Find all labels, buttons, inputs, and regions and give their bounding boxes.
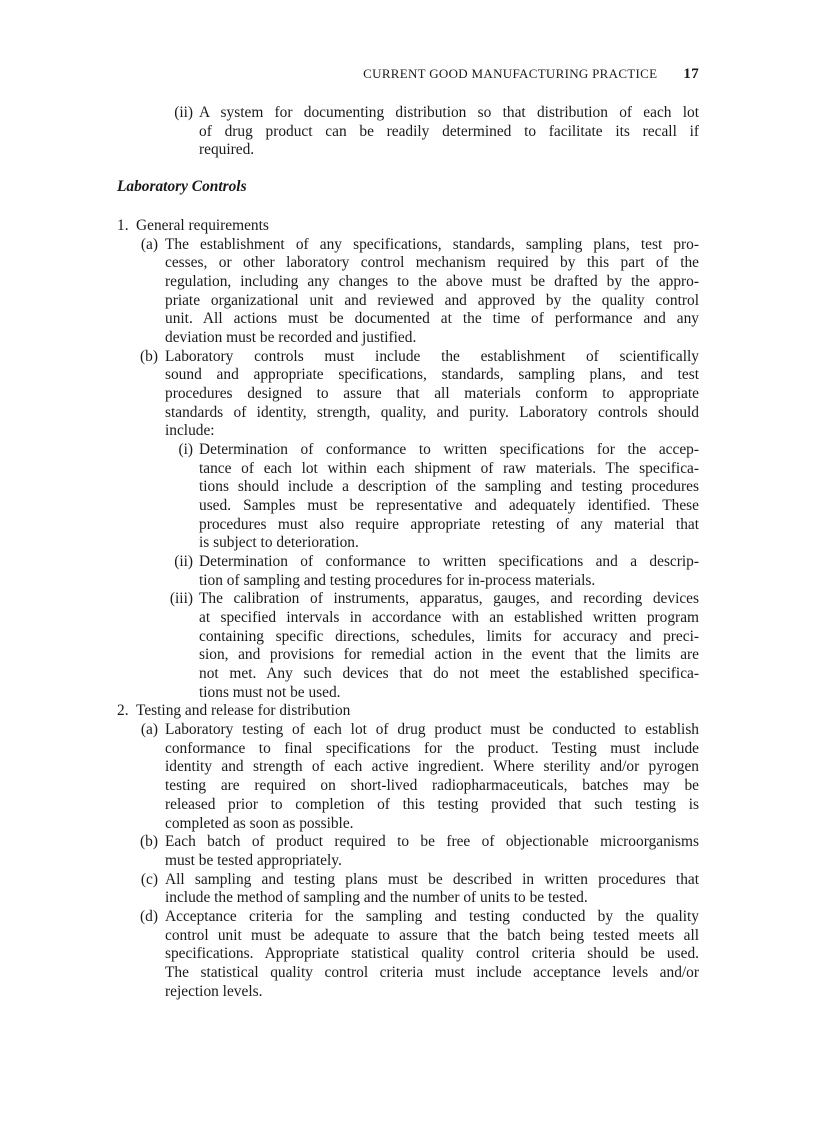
text-line: The calibration of instruments, apparatus, gauges, and recording devices: [199, 590, 699, 608]
text-line: Determination of conformance to written specifications for the accep-: [199, 441, 699, 459]
text-line: priate organizational unit and reviewed and approved by the quality control: [165, 291, 699, 309]
text-line: sion, and provisions for remedial action in the event that the limits are: [199, 646, 699, 664]
item-text: [165, 348, 699, 441]
list-marker: 2.: [117, 702, 129, 720]
section-heading: Laboratory Controls: [117, 178, 247, 195]
text-line: include the method of sampling and the number of units to be tested.: [165, 889, 588, 907]
text-line: Each batch of product required to be free of objectionable microorganisms: [165, 833, 699, 851]
text-line: identity and strength of each active ingredient. Where sterility and/or pyrogen: [165, 758, 699, 776]
running-header: [0, 66, 699, 83]
text-line: Acceptance criteria for the sampling and testing conducted by the quality: [165, 907, 699, 925]
list-marker: (i): [178, 441, 193, 459]
list-item: [0, 702, 816, 721]
text-line: include:: [165, 422, 215, 440]
text-line: sound and appropriate specifications, standards, sampling plans, and test: [165, 366, 699, 384]
text-line: Testing and release for distribution: [136, 702, 351, 720]
list-marker: (a): [140, 235, 158, 253]
list-marker: (ii): [174, 553, 193, 571]
text-line: standards of identity, strength, quality, and purity. Laboratory controls should: [165, 403, 699, 421]
item-text: [199, 553, 699, 590]
list-item: [0, 590, 816, 702]
item-text: [136, 217, 699, 236]
list-item: [0, 553, 816, 590]
item-text: [136, 702, 699, 721]
list-marker: (ii): [174, 104, 193, 121]
text-line: A system for documenting distribution so that distribution of each lot: [199, 104, 699, 121]
item-text: [199, 590, 699, 702]
intro-list-item: [0, 104, 816, 160]
list-marker: (c): [140, 870, 158, 888]
text-line: completed as soon as possible.: [165, 814, 354, 832]
list-item: [0, 348, 816, 441]
text-line: General requirements: [136, 217, 269, 234]
item-text: [165, 908, 699, 1001]
text-line: Laboratory controls must include the establishment of scientifically: [165, 347, 699, 365]
text-line: released prior to completion of this testing provided that such testing is: [165, 795, 699, 813]
item-text: [199, 104, 699, 160]
text-line: at specified intervals in accordance with an established written program: [199, 609, 699, 627]
text-line: containing specific directions, schedules, limits for accuracy and preci-: [199, 627, 699, 645]
item-text: [165, 871, 699, 908]
text-line: regulation, including any changes to the above must be drafted by the appro-: [165, 273, 699, 291]
text-line: conformance to final specifications for the product. Testing must include: [165, 739, 699, 757]
list-marker: (d): [140, 907, 158, 925]
list-item: [0, 104, 816, 160]
list-item: [0, 871, 816, 908]
list-marker: 1.: [117, 217, 129, 234]
list-item: [0, 908, 816, 1001]
text-line: The establishment of any specifications, standards, sampling plans, test pro-: [165, 235, 699, 253]
page-number: 17: [683, 66, 699, 82]
text-line: tions must not be used.: [199, 683, 341, 701]
running-title: CURRENT GOOD MANUFACTURING PRACTICE: [363, 66, 658, 81]
text-line: deviation must be recorded and justified.: [165, 329, 417, 347]
list-marker: (a): [140, 721, 158, 739]
text-line: cesses, or other laboratory control mechanism required by this part of the: [165, 254, 699, 272]
item-text: [199, 441, 699, 553]
text-line: required.: [199, 141, 255, 159]
item-text: [165, 236, 699, 348]
text-line: specifications. Appropriate statistical quality control criteria should be used.: [165, 945, 699, 963]
text-line: Determination of conformance to written specifications and a descrip-: [199, 553, 699, 571]
list-marker: (iii): [169, 590, 193, 608]
text-line: of drug product can be readily determined to facilitate its recall if: [199, 122, 699, 140]
item-text: [165, 721, 699, 833]
list-item: [0, 833, 816, 870]
text-line: procedures must also require appropriate retesting of any material that: [199, 515, 699, 533]
text-line: All sampling and testing plans must be described in written procedures that: [165, 870, 699, 888]
text-line: must be tested appropriately.: [165, 851, 342, 869]
text-line: unit. All actions must be documented at the time of performance and any: [165, 310, 699, 328]
list-marker: (b): [140, 347, 158, 365]
list-item: [0, 217, 816, 236]
text-line: used. Samples must be representative and adequately identified. These: [199, 497, 699, 515]
text-line: procedures designed to assure that all materials conform to appropriate: [165, 385, 699, 403]
item-text: [165, 833, 699, 870]
requirements-list: [0, 217, 816, 1001]
list-item: [0, 721, 816, 833]
text-line: Laboratory testing of each lot of drug product must be conducted to establish: [165, 721, 699, 739]
text-line: control unit must be adequate to assure that the batch being tested meets all: [165, 926, 699, 944]
text-line: tance of each lot within each shipment of raw materials. The specifica-: [199, 459, 699, 477]
text-line: not met. Any such devices that do not meet the established specifica-: [199, 665, 699, 683]
list-item: [0, 441, 816, 553]
text-line: is subject to deterioration.: [199, 534, 359, 552]
text-line: tion of sampling and testing procedures for in-process materials.: [199, 571, 596, 589]
list-marker: (b): [140, 833, 158, 851]
text-line: tions should include a description of the sampling and testing procedures: [199, 478, 699, 496]
text-line: rejection levels.: [165, 982, 263, 1000]
list-item: [0, 236, 816, 348]
text-line: The statistical quality control criteria must include acceptance levels and/or: [165, 963, 699, 981]
text-line: testing are required on short-lived radiopharmaceuticals, batches may be: [165, 777, 699, 795]
